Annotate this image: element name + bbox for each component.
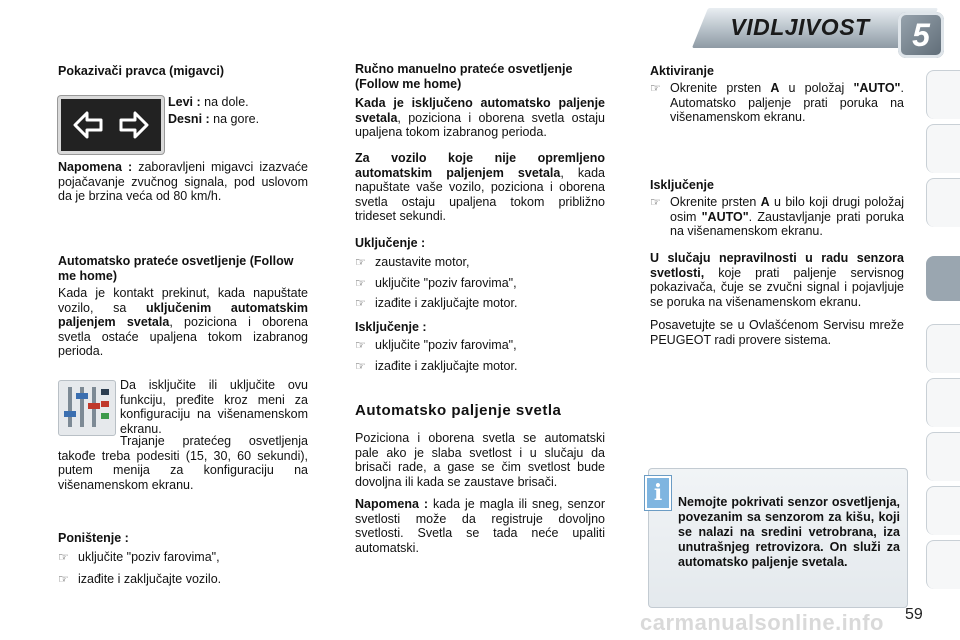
right-value: na gore.	[213, 112, 260, 126]
config-text-1: Da isključite ili uključite ovu funkciju, pređite kroz meni za konfiguraciju na višenamenskom ekranu.	[120, 378, 308, 436]
pointing-finger-icon: ☞	[355, 296, 366, 310]
manual-follow-title: Ručno manuelno prateće osvetljenje (Follow me home)	[355, 62, 573, 91]
deactivate-auto: "AUTO"	[701, 209, 749, 224]
indicators-title: Pokazivači pravca (migavci)	[58, 64, 225, 78]
chapter-tab[interactable]	[926, 378, 960, 427]
info-box-text: Nemojte pokrivati senzor osvetljenja, povezanim sa senzorom za kišu, koji se nalazi na sredini vetrobrana, iza unutrašnjeg retrovizora. On služi za automatsko paljenje svetala.	[678, 495, 900, 569]
right-indicator-line	[168, 112, 259, 127]
activate-item	[650, 81, 904, 125]
activate-auto: "AUTO"	[853, 81, 901, 95]
list-item	[355, 296, 605, 311]
fault-bold: U slučaju nepravilnosti u radu senzora svetlosti,	[650, 251, 904, 280]
service-text: Posavetujte se u Ovlašćenom Servisu mreže PEUGEOT radi provere sistema.	[650, 318, 904, 347]
list-item	[355, 338, 605, 353]
deactivate-title: Isključenje	[650, 178, 714, 192]
deactivate-a: Okrenite prsten	[670, 195, 757, 209]
auto-note-text: kada je magla ili sneg, senzor svetlosti može da registruje dovoljno svetlosti. Svetla se tada neće upaliti automatski.	[355, 497, 605, 555]
pointing-finger-icon: ☞	[58, 550, 69, 564]
activate-ring: A	[770, 81, 780, 95]
list-item	[355, 255, 605, 270]
auto-lighting-text: Poziciona i oborena svetla se automatski pale ako je slaba svetlost i u slučaju da brisači rade, a gase se čim svetlost bude dovoljna ili kada se zaustave brisači.	[355, 431, 605, 489]
manual-text-1-span: , poziciona i oborena svetla ostaju upaljena tokom izabranog perioda.	[355, 110, 605, 139]
deactivate-c: . Zaustavljanje prati poruka na višenamenskom ekranu.	[670, 209, 904, 238]
sensor-fault-text	[650, 251, 904, 309]
list-item	[355, 276, 605, 291]
auto-lighting-note	[355, 497, 605, 555]
cancel-list	[58, 550, 308, 586]
auto-lighting-title: Automatsko paljenje svetla	[355, 402, 562, 419]
deactivate-b: u bilo koji drugi položaj osim	[670, 195, 904, 224]
list-item	[58, 572, 308, 587]
auto-note-label: Napomena :	[355, 497, 429, 511]
indicators-note	[58, 160, 308, 204]
deactivate-text	[670, 195, 904, 239]
list-item-text: uključite "poziv farovima",	[375, 338, 517, 352]
on-list	[355, 255, 605, 311]
chapter-tab-rail	[926, 70, 960, 590]
page-number: 59	[905, 606, 923, 623]
manual-text-1	[355, 96, 605, 140]
chapter-tab[interactable]	[926, 70, 960, 119]
pointing-finger-icon: ☞	[355, 255, 366, 269]
pointing-finger-icon: ☞	[650, 195, 661, 209]
follow-me-home-title: Automatsko prateće osvetljenje (Follow me home)	[58, 254, 294, 283]
list-item-text: zaustavite motor,	[375, 255, 470, 269]
note-label: Napomena :	[58, 160, 133, 174]
chapter-title: VIDLJIVOST	[730, 14, 870, 40]
on-title: Uključenje :	[355, 236, 426, 250]
chapter-tab-active[interactable]	[926, 256, 960, 301]
chapter-tab[interactable]	[926, 540, 960, 589]
follow-me-home-text	[58, 286, 308, 359]
chapter-number-badge: 5	[898, 12, 944, 58]
off-title: Isključenje :	[355, 320, 427, 334]
off-list	[355, 338, 605, 373]
deactivate-item	[650, 195, 904, 239]
config-text-2: Trajanje pratećeg osvetljenja takođe treba podesiti (15, 30, 60 sekundi), putem menija za konfiguraciju na višenamenskom ekranu.	[58, 434, 308, 492]
chapter-tab[interactable]	[926, 124, 960, 173]
manual-text-2-span: , kada napuštate vaše vozilo, poziciona i oborena svetla ostaju upaljena tokom približno trideset sekundi.	[355, 165, 605, 223]
manual-text-2	[355, 151, 605, 224]
pointing-finger-icon: ☞	[650, 81, 661, 95]
follow-text-a: Kada je kontakt prekinut, kada napuštate vozilo, sa	[58, 286, 308, 315]
info-icon: i	[645, 476, 671, 510]
pointing-finger-icon: ☞	[355, 275, 366, 290]
chapter-tab[interactable]	[926, 432, 960, 481]
left-indicator-line	[168, 95, 249, 110]
manual-bold-2: Za vozilo koje nije opremljeno automatskim paljenjem svetala	[355, 151, 605, 180]
list-item-text: izađite i zaključajte motor.	[375, 358, 518, 373]
activate-title: Aktiviranje	[650, 64, 714, 78]
turn-signal-arrows-icon	[58, 96, 164, 154]
list-item	[58, 550, 308, 565]
left-value: na dole.	[204, 95, 249, 109]
list-item-text: uključite "poziv farovima",	[375, 275, 517, 290]
list-item-text: uključite "poziv farovima",	[78, 550, 220, 564]
manual-bold-1: Kada je isključeno automatsko paljenje svetala	[355, 96, 605, 125]
follow-text-bold: uključenim automatskim paljenjem svetala	[58, 300, 309, 329]
list-item	[355, 359, 605, 374]
deactivate-ring: A	[760, 195, 770, 209]
pointing-finger-icon: ☞	[355, 358, 366, 373]
watermark: carmanualsonline.info	[640, 610, 884, 635]
follow-text-b: , poziciona i oborena svetla ostaće upaljena tokom izabranog perioda.	[58, 315, 309, 358]
left-label: Levi :	[168, 95, 201, 109]
pointing-finger-icon: ☞	[58, 571, 69, 586]
list-item-text: izađite i zaključajte vozilo.	[78, 571, 222, 586]
chapter-tab[interactable]	[926, 178, 960, 227]
fault-text: koje prati paljenje servisnog pokazivača, čuje se zvučni signal i pojavljuje se poruka na višenamenskom ekranu.	[650, 265, 904, 309]
chapter-tab[interactable]	[926, 324, 960, 373]
right-label: Desni :	[168, 112, 210, 126]
cancel-title: Poništenje :	[58, 531, 129, 545]
note-text: zaboravljeni migavci izazvaće pojačavanje zvučnog signala, pod uslovom da je brzina veća od 80 km/h.	[58, 160, 308, 203]
pointing-finger-icon: ☞	[355, 338, 366, 352]
activate-text	[670, 81, 904, 125]
list-item-text: izađite i zaključajte motor.	[375, 296, 518, 310]
configuration-menu-icon	[58, 380, 116, 436]
activate-c: . Automatsko paljenje prati poruka na višenamenskom ekranu.	[670, 81, 904, 124]
activate-a: Okrenite prsten	[670, 81, 762, 95]
activate-b: u položaj	[788, 81, 845, 95]
chapter-tab[interactable]	[926, 486, 960, 535]
